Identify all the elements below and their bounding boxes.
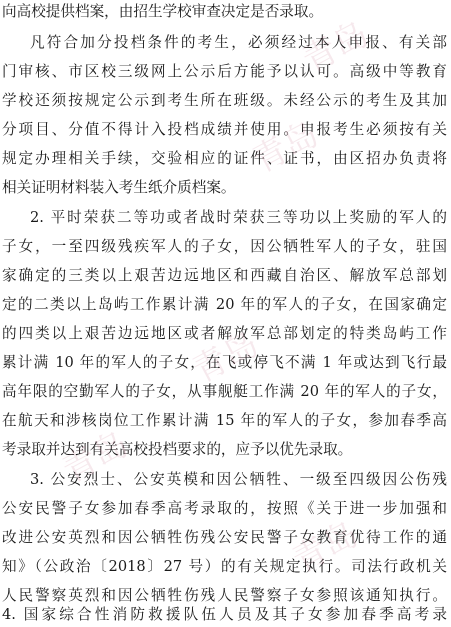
paragraph-line: 3. 公安烈士、公安英模和因公牺牲、一级至四级因公伤残 [30,471,447,488]
paragraph-line: 在航天和涉核岗位工作累计满 15 年的军人的子女，参加春季高 [2,412,447,429]
paragraph-line: 公安民警子女参加春季高考录取的，按照《关于进一步加强和 [2,500,447,517]
paragraph-line: 2. 平时荣获二等功或者战时荣获三等功以上奖励的军人的 [30,209,447,226]
watermark: 青岛 [246,113,326,182]
paragraph-line: 改进公安英烈和因公牺牲伤残公安民警子女教育优待工作的通 [2,529,447,546]
paragraph-line: 规定办理相关手续，交验相应的证件、证书，由区招办负责将 [2,150,447,167]
paragraph-line: 凡符合加分投档条件的考生，必须经过本人申报、有关部 [30,34,447,51]
paragraph-line: 向高校提供档案，由招生学校审查决定是否录取。 [2,3,324,20]
paragraph-line: 家确定的三类以上艰苦边远地区和西藏自治区、解放军总部划 [2,267,447,284]
paragraph-line: 门审核、市区校三级网上公示后方能予以认可。高级中等教育 [2,63,447,80]
paragraph-line: 分项目、分值不得计入投档成绩并使用。申报考生必须按有关 [2,121,447,138]
watermark: 青岛 [56,423,136,492]
paragraph-line: 定的二类以上岛屿工作累计满 20 年的军人的子女，在国家确定 [2,296,447,313]
paragraph-line: 子女，一至四级残疾军人的子女，因公牺牲军人的子女，驻国 [2,238,447,255]
watermark: 青岛 [186,323,266,392]
paragraph-line: 的四类以上艰苦边远地区或者解放军总部划定的特类岛屿工作 [2,325,447,342]
watermark: 青岛 [296,13,376,82]
watermark: 青岛 [286,513,366,582]
paragraph-line: 4. 国家综合性消防救援队伍人员及其子女参加春季高考录 [2,606,447,623]
paragraph-line: 考录取并达到有关高校投档要求的，应予以优先录取。 [2,441,353,458]
paragraph-line: 相关证明材料装入考生纸介质档案。 [2,179,236,196]
paragraph-line: 知》（公政治〔2018〕27 号）的有关规定执行。司法行政机关 [2,558,447,575]
paragraph-line: 高年限的空勤军人的子女，从事舰艇工作满 20 年的军人的子女， [2,383,447,400]
paragraph-line: 人民警察英烈和因公牺牲伤残人民警察子女参照该通知执行。 [2,587,447,604]
paragraph-line: 累计满 10 年的军人的子女，在飞或停飞不满 1 年或达到飞行最 [2,354,447,371]
paragraph-line: 学校还须按规定公示到考生所在班级。未经公示的考生及其加 [2,92,447,109]
